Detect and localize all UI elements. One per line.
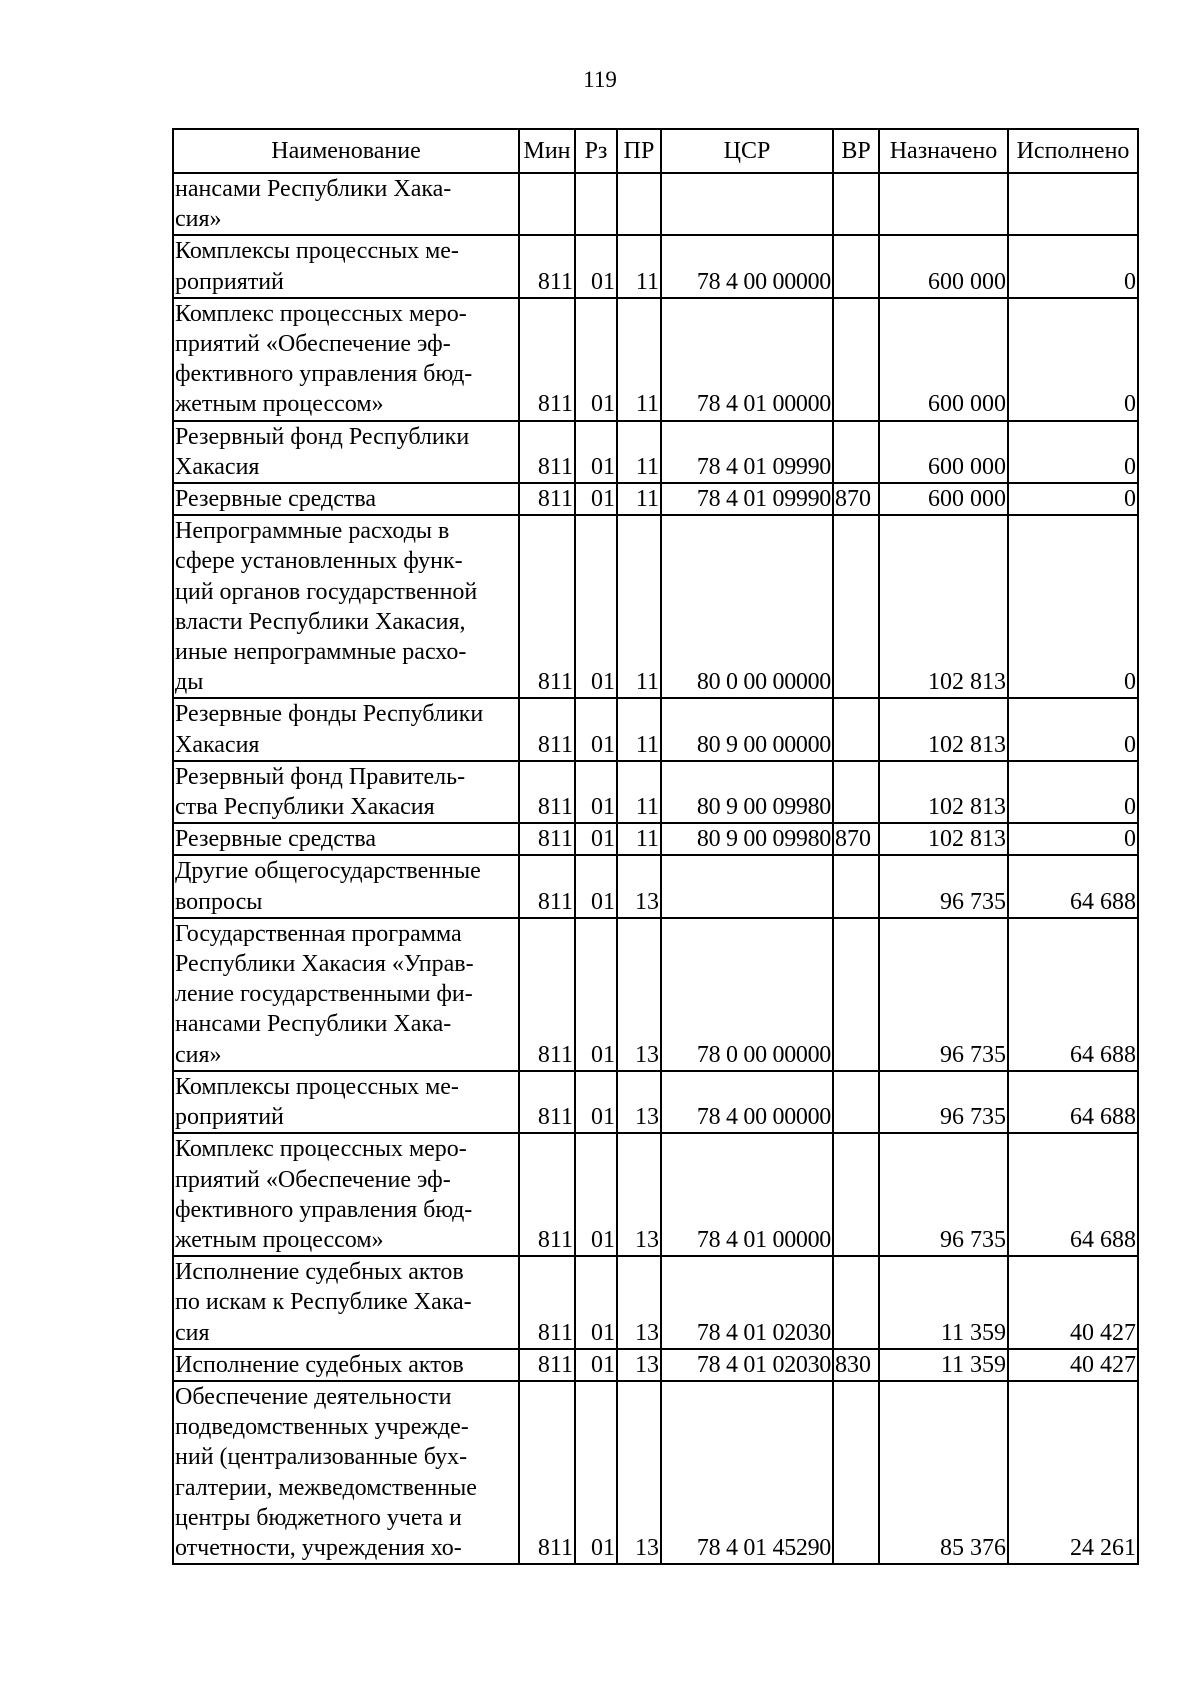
table-row [173, 483, 1138, 515]
table-row [173, 515, 1138, 698]
row-pr: 13 [617, 918, 661, 1071]
table-row [173, 421, 1138, 483]
row-rz: 01 [575, 1133, 617, 1256]
row-executed: 64 688 [1008, 918, 1138, 1071]
row-executed: 0 [1008, 483, 1138, 515]
row-csr: 78 4 01 00000 [661, 298, 833, 421]
row-executed: 64 688 [1008, 855, 1138, 917]
row-vr [833, 1381, 879, 1564]
header-csr: ЦСР [661, 129, 833, 173]
row-pr: 11 [617, 235, 661, 297]
row-pr: 11 [617, 298, 661, 421]
row-vr [833, 855, 879, 917]
row-vr [833, 515, 879, 698]
row-min: 811 [519, 918, 575, 1071]
header-planned: Назначено [879, 129, 1008, 173]
row-name: Непрограммные расходы в сфере установленных функ- ций органов государственной власти Республики Хакасия, иные непрограммные расхо- ды [173, 515, 519, 698]
row-planned: 96 735 [879, 918, 1008, 1071]
row-name: нансами Республики Хака- сия» [173, 173, 519, 235]
row-name: Комплекс процессных меро- приятий «Обеспечение эф- фективного управления бюд- жетным процессом» [173, 1133, 519, 1256]
row-pr: 13 [617, 1071, 661, 1133]
row-rz: 01 [575, 235, 617, 297]
row-rz: 01 [575, 1071, 617, 1133]
row-rz: 01 [575, 1381, 617, 1564]
row-planned: 102 813 [879, 823, 1008, 855]
row-vr [833, 761, 879, 823]
header-row [173, 129, 1138, 173]
row-pr: 11 [617, 421, 661, 483]
row-csr: 80 9 00 00000 [661, 698, 833, 760]
row-min: 811 [519, 855, 575, 917]
row-csr: 78 4 01 09990 [661, 421, 833, 483]
row-executed: 24 261 [1008, 1381, 1138, 1564]
row-min: 811 [519, 1071, 575, 1133]
row-rz: 01 [575, 483, 617, 515]
row-rz: 01 [575, 1349, 617, 1381]
row-name: Комплексы процессных ме- роприятий [173, 235, 519, 297]
row-planned: 600 000 [879, 483, 1008, 515]
table-row [173, 918, 1138, 1071]
row-planned: 102 813 [879, 698, 1008, 760]
row-pr: 11 [617, 483, 661, 515]
row-min: 811 [519, 483, 575, 515]
row-name: Государственная программа Республики Хакасия «Управ- ление государственными фи- нансами Республики Хака- сия» [173, 918, 519, 1071]
row-executed [1008, 173, 1138, 235]
row-planned: 96 735 [879, 1133, 1008, 1256]
row-vr: 830 [833, 1349, 879, 1381]
row-planned: 11 359 [879, 1256, 1008, 1349]
table-row [173, 173, 1138, 235]
row-csr: 78 4 01 00000 [661, 1133, 833, 1256]
row-csr: 78 4 00 00000 [661, 1071, 833, 1133]
row-pr: 13 [617, 855, 661, 917]
row-vr [833, 918, 879, 1071]
row-executed: 64 688 [1008, 1133, 1138, 1256]
row-pr: 11 [617, 698, 661, 760]
header-rz: Рз [575, 129, 617, 173]
row-rz: 01 [575, 421, 617, 483]
row-rz: 01 [575, 515, 617, 698]
table-row [173, 855, 1138, 917]
header-pr: ПР [617, 129, 661, 173]
row-vr [833, 298, 879, 421]
row-executed: 40 427 [1008, 1349, 1138, 1381]
row-min: 811 [519, 235, 575, 297]
row-executed: 40 427 [1008, 1256, 1138, 1349]
row-planned: 102 813 [879, 761, 1008, 823]
row-executed: 0 [1008, 823, 1138, 855]
row-csr: 78 4 01 45290 [661, 1381, 833, 1564]
row-pr: 11 [617, 515, 661, 698]
table-row [173, 1381, 1138, 1564]
table-row [173, 1256, 1138, 1349]
row-name: Резервные средства [173, 823, 519, 855]
row-planned: 85 376 [879, 1381, 1008, 1564]
row-name: Обеспечение деятельности подведомственных учрежде- ний (централизованные бух- галтерии, межведомственные центры бюджетного учета и отчетности, учреждения хо- [173, 1381, 519, 1564]
row-planned: 96 735 [879, 1071, 1008, 1133]
row-rz [575, 173, 617, 235]
table-row [173, 1133, 1138, 1256]
row-csr: 78 4 01 02030 [661, 1256, 833, 1349]
row-pr [617, 173, 661, 235]
row-csr: 78 0 00 00000 [661, 918, 833, 1071]
row-vr [833, 698, 879, 760]
row-executed: 64 688 [1008, 1071, 1138, 1133]
row-csr: 80 9 00 09980 [661, 823, 833, 855]
row-vr [833, 1071, 879, 1133]
row-planned: 600 000 [879, 298, 1008, 421]
row-vr [833, 1133, 879, 1256]
row-csr: 80 0 00 00000 [661, 515, 833, 698]
row-pr: 13 [617, 1256, 661, 1349]
budget-table [172, 128, 1139, 1565]
header-executed: Исполнено [1008, 129, 1138, 173]
row-min [519, 173, 575, 235]
row-csr [661, 173, 833, 235]
table-row [173, 235, 1138, 297]
row-rz: 01 [575, 1256, 617, 1349]
row-vr: 870 [833, 483, 879, 515]
row-rz: 01 [575, 298, 617, 421]
table-row [173, 1071, 1138, 1133]
row-name: Комплекс процессных меро- приятий «Обеспечение эф- фективного управления бюд- жетным процессом» [173, 298, 519, 421]
row-name: Исполнение судебных актов [173, 1349, 519, 1381]
row-name: Резервный фонд Правитель- ства Республики Хакасия [173, 761, 519, 823]
row-csr [661, 855, 833, 917]
row-csr: 78 4 01 02030 [661, 1349, 833, 1381]
row-executed: 0 [1008, 698, 1138, 760]
row-name: Резервные фонды Республики Хакасия [173, 698, 519, 760]
row-min: 811 [519, 698, 575, 760]
table-row [173, 698, 1138, 760]
row-min: 811 [519, 1256, 575, 1349]
row-min: 811 [519, 761, 575, 823]
row-name: Резервные средства [173, 483, 519, 515]
row-planned: 96 735 [879, 855, 1008, 917]
table-row [173, 761, 1138, 823]
header-vr: ВР [833, 129, 879, 173]
row-pr: 13 [617, 1349, 661, 1381]
row-executed: 0 [1008, 761, 1138, 823]
row-min: 811 [519, 298, 575, 421]
header-min: Мин [519, 129, 575, 173]
table-row [173, 1349, 1138, 1381]
row-min: 811 [519, 421, 575, 483]
row-vr [833, 421, 879, 483]
row-planned: 102 813 [879, 515, 1008, 698]
row-executed: 0 [1008, 515, 1138, 698]
row-min: 811 [519, 1381, 575, 1564]
row-pr: 11 [617, 823, 661, 855]
row-name: Исполнение судебных актов по искам к Республике Хака- сия [173, 1256, 519, 1349]
row-planned [879, 173, 1008, 235]
row-vr [833, 173, 879, 235]
row-csr: 80 9 00 09980 [661, 761, 833, 823]
row-min: 811 [519, 823, 575, 855]
row-csr: 78 4 01 09990 [661, 483, 833, 515]
row-executed: 0 [1008, 235, 1138, 297]
row-name: Комплексы процессных ме- роприятий [173, 1071, 519, 1133]
row-planned: 11 359 [879, 1349, 1008, 1381]
row-vr [833, 1256, 879, 1349]
row-name: Резервный фонд Республики Хакасия [173, 421, 519, 483]
row-csr: 78 4 00 00000 [661, 235, 833, 297]
row-executed: 0 [1008, 421, 1138, 483]
page-number: 119 [583, 67, 617, 92]
row-planned: 600 000 [879, 235, 1008, 297]
row-name: Другие общегосударственные вопросы [173, 855, 519, 917]
row-rz: 01 [575, 823, 617, 855]
row-rz: 01 [575, 698, 617, 760]
row-min: 811 [519, 1133, 575, 1256]
row-pr: 13 [617, 1133, 661, 1256]
table-row [173, 298, 1138, 421]
row-executed: 0 [1008, 298, 1138, 421]
header-name: Наименование [173, 129, 519, 173]
row-min: 811 [519, 515, 575, 698]
row-min: 811 [519, 1349, 575, 1381]
row-pr: 13 [617, 1381, 661, 1564]
row-planned: 600 000 [879, 421, 1008, 483]
table-row [173, 823, 1138, 855]
row-vr: 870 [833, 823, 879, 855]
row-rz: 01 [575, 918, 617, 1071]
row-rz: 01 [575, 855, 617, 917]
row-vr [833, 235, 879, 297]
row-pr: 11 [617, 761, 661, 823]
row-rz: 01 [575, 761, 617, 823]
